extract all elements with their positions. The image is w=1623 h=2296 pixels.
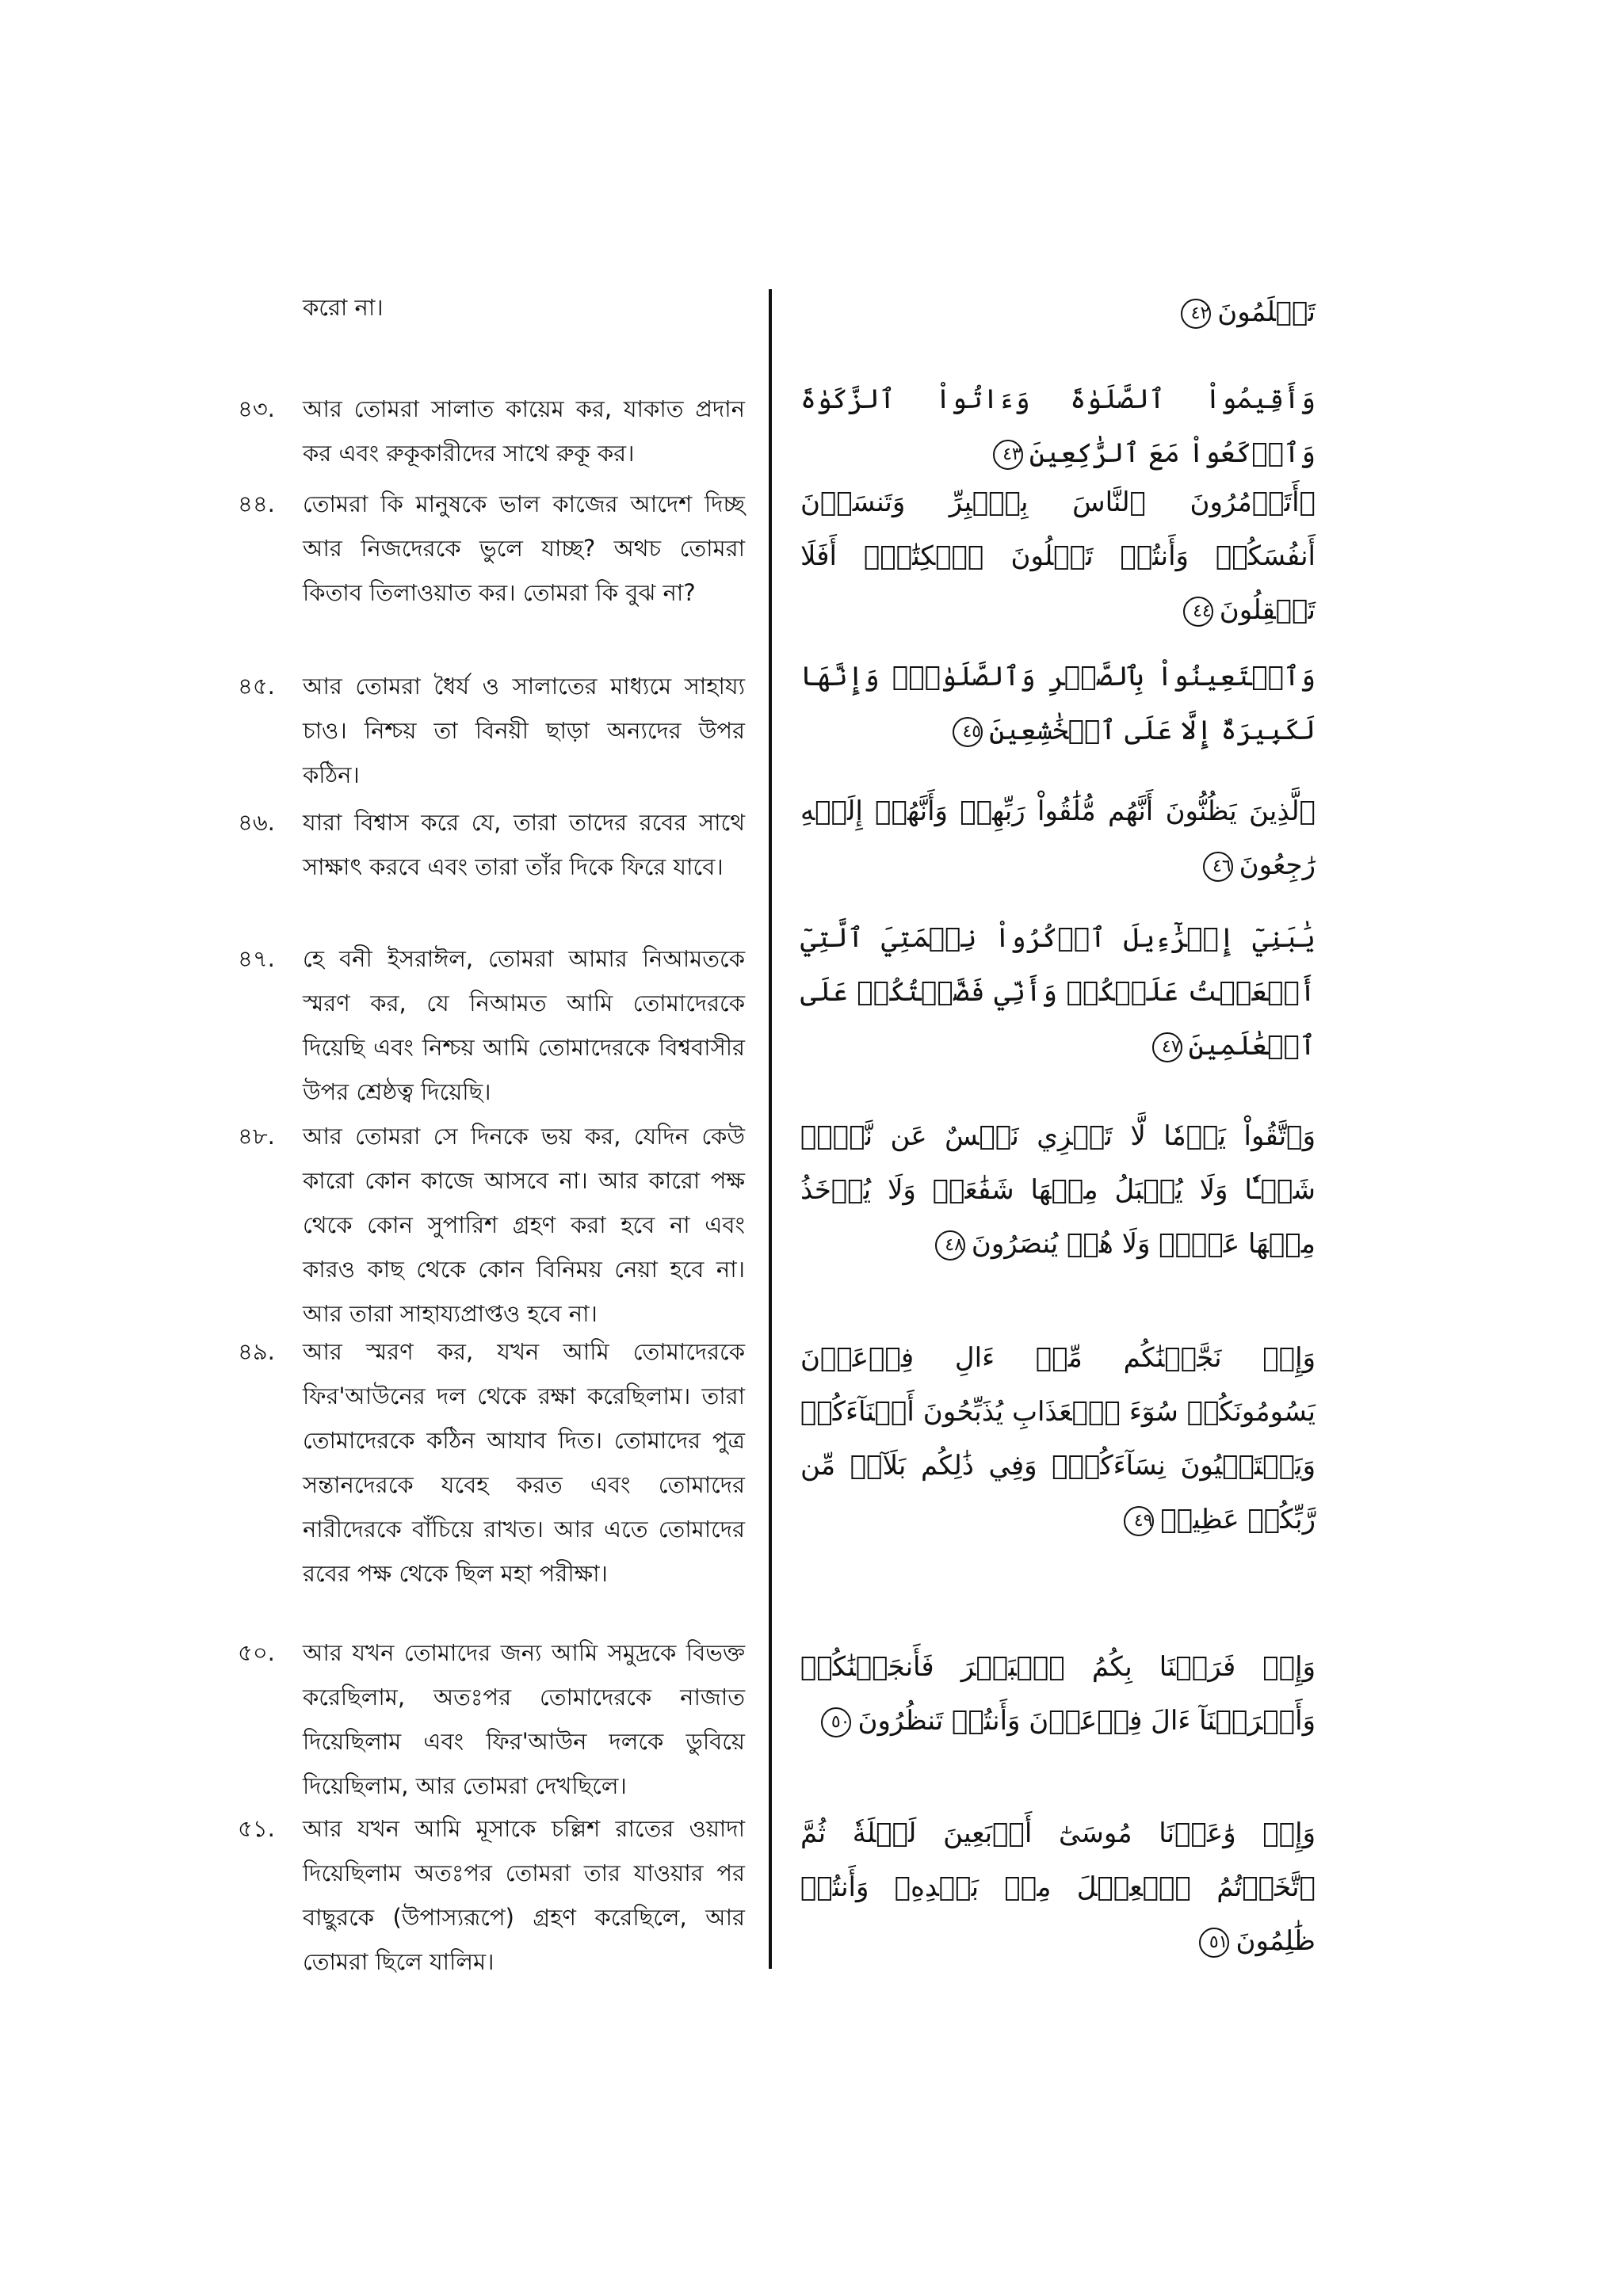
arabic-verse-48 bbox=[800, 1109, 1316, 1271]
ayah-end-marker: ٤٩ bbox=[1124, 1506, 1154, 1536]
arabic-verse-44 bbox=[800, 475, 1316, 637]
verse-number: ৫০. bbox=[238, 1639, 275, 1666]
arabic-verse-text: وَٱسۡتَعِينُواْ بِٱلصَّبۡرِ وَٱلصَّلَوٰةِۚ وَإِنَّهَا لَكَبِيرَةٌ إِلَّا عَلَى ٱلۡخَٰشِعِينَ bbox=[800, 661, 1316, 746]
verse-number: ৪৪. bbox=[238, 490, 275, 517]
ayah-end-marker: ٥١ bbox=[1199, 1928, 1229, 1958]
verse-number: ৪৬. bbox=[238, 809, 275, 836]
verse-text: তোমরা কি মানুষকে ভাল কাজের আদেশ দিচ্ছ আর নিজদেরকে ভুলে যাচ্ছ? অথচ তোমরা কিতাব তিলাওয়াত কর। তোমরা কি বুঝ না? bbox=[303, 490, 745, 606]
verse-number: ৫১. bbox=[238, 1815, 275, 1842]
column-divider bbox=[769, 289, 772, 1969]
arabic-verse-text: يَٰبَنِيٓ إِسۡرَٰٓءِيلَ ٱذۡكُرُواْ نِعۡمَتِيَ ٱلَّتِيٓ أَنۡعَمۡتُ عَلَيۡكُمۡ وَأَنِّي فَضَّلۡتُكُمۡ عَلَى ٱلۡعَٰلَمِينَ bbox=[800, 922, 1316, 1062]
verse-number: ৪৫. bbox=[238, 673, 275, 700]
arabic-verse-text: ۞أَتَأۡمُرُونَ ٱلنَّاسَ بِٱلۡبِرِّ وَتَنسَوۡنَ أَنفُسَكُمۡ وَأَنتُمۡ تَتۡلُونَ ٱلۡكِتَٰبَۚ أَفَلَا تَعۡقِلُونَ bbox=[800, 486, 1316, 626]
arabic-verse-45 bbox=[800, 650, 1316, 757]
arabic-verse-text: وَإِذۡ فَرَقۡنَا بِكُمُ ٱلۡبَحۡرَ فَأَنجَيۡنَٰكُمۡ وَأَغۡرَقۡنَآ ءَالَ فِرۡعَوۡنَ وَأَنتُمۡ تَنظُرُونَ bbox=[800, 1651, 1316, 1737]
arabic-verse-51 bbox=[800, 1806, 1316, 1968]
ayah-end-marker: ٤٧ bbox=[1152, 1032, 1182, 1062]
verse-text: আর তোমরা ধৈর্য ও সালাতের মাধ্যমে সাহায্য চাও। নিশ্চয় তা বিনয়ী ছাড়া অন্যদের উপর কঠিন। bbox=[303, 673, 745, 788]
arabic-verse-49 bbox=[800, 1331, 1316, 1547]
verse-text: আর তোমরা সে দিনকে ভয় কর, যেদিন কেউ কারো কোন কাজে আসবে না। আর কারো পক্ষ থেকে কোন সুপারিশ গ্রহণ করা হবে না এবং কারও কাছ থেকে কোন বিনিময় নেয়া হবে না। আর তারা সাহায্যপ্রাপ্তও হবে না। bbox=[303, 1123, 745, 1327]
ayah-end-marker: ٤٦ bbox=[1203, 852, 1233, 882]
verse-text: আর তোমরা সালাত কায়েম কর, যাকাত প্রদান কর এবং রুকূকারীদের সাথে রুকূ কর। bbox=[303, 395, 745, 467]
arabic-verse-text: وَٱتَّقُواْ يَوۡمٗا لَّا تَجۡزِي نَفۡسٌ عَن نَّفۡسٖ شَيۡـٔٗا وَلَا يُقۡبَلُ مِنۡهَا شَفَٰعَةٞ وَلَا يُؤۡخَذُ مِنۡهَا عَدۡلٞ وَلَا هُمۡ يُنصَرُونَ bbox=[800, 1120, 1316, 1260]
verse-text: আর স্মরণ কর, যখন আমি তোমাদেরকে ফির'আউনের দল থেকে রক্ষা করেছিলাম। তারা তোমাদেরকে কঠিন আযাব দিত। তোমাদের পুত্র সন্তানদেরকে যবেহ করত এবং তোমাদের নারীদেরকে বাঁচিয়ে রাখত। আর এতে তোমাদের রবের পক্ষ থেকে ছিল মহা পরীক্ষা। bbox=[303, 1338, 745, 1587]
ayah-end-marker: ٤٤ bbox=[1183, 597, 1213, 627]
verse-number: ৪৩. bbox=[238, 395, 275, 422]
arabic-verse-43 bbox=[800, 372, 1316, 480]
arabic-verse-47 bbox=[800, 911, 1316, 1073]
verse-text: যারা বিশ্বাস করে যে, তারা তাদের রবের সাথে সাক্ষাৎ করবে এবং তারা তাঁর দিকে ফিরে যাবে। bbox=[303, 809, 745, 880]
ayah-end-marker: ٤٣ bbox=[993, 440, 1023, 470]
arabic-verse-text: تَعۡلَمُونَ bbox=[1217, 296, 1316, 328]
bengali-intro-text: করো না। bbox=[303, 294, 384, 321]
arabic-verse-text: وَإِذۡ وَٰعَدۡنَا مُوسَىٰٓ أَرۡبَعِينَ لَيۡلَةٗ ثُمَّ ٱتَّخَذۡتُمُ ٱلۡعِجۡلَ مِنۢ بَعۡدِهِۦ وَأَنتُمۡ ظَٰلِمُونَ bbox=[800, 1817, 1316, 1957]
arabic-verse-text: وَأَقِيمُواْ ٱلصَّلَوٰةَ وَءَاتُواْ ٱلزَّكَوٰةَ وَٱرۡكَعُواْ مَعَ ٱلرَّٰكِعِينَ bbox=[800, 383, 1316, 469]
verse-number: ৪৮. bbox=[238, 1123, 275, 1150]
ayah-end-marker: ٤٥ bbox=[953, 717, 983, 747]
arabic-verse-text: ٱلَّذِينَ يَظُنُّونَ أَنَّهُم مُّلَٰقُواْ رَبِّهِمۡ وَأَنَّهُمۡ إِلَيۡهِ رَٰجِعُونَ bbox=[800, 795, 1316, 881]
arabic-verse-50 bbox=[800, 1640, 1316, 1748]
ayah-end-marker: ٤٢ bbox=[1181, 299, 1211, 329]
arabic-intro bbox=[800, 285, 1316, 339]
ayah-end-marker: ٥٠ bbox=[821, 1707, 851, 1737]
verse-text: হে বনী ইসরাঈল, তোমরা আমার নিআমতকে স্মরণ কর, যে নিআমত আমি তোমাদেরকে দিয়েছি এবং নিশ্চয় আমি তোমাদেরকে বিশ্ববাসীর উপর শ্রেষ্ঠত্ব দিয়েছি। bbox=[303, 945, 745, 1105]
verse-text: আর যখন আমি মূসাকে চল্লিশ রাতের ওয়াদা দিয়েছিলাম অতঃপর তোমরা তার যাওয়ার পর বাছুরকে (উপাস্যরূপে) গ্রহণ করেছিলে, আর তোমরা ছিলে যালিম। bbox=[303, 1815, 745, 1975]
verse-number: ৪৭. bbox=[238, 945, 275, 972]
arabic-verse-46 bbox=[800, 784, 1316, 892]
arabic-verse-text: وَإِذۡ نَجَّيۡنَٰكُم مِّنۡ ءَالِ فِرۡعَوۡنَ يَسُومُونَكُمۡ سُوٓءَ ٱلۡعَذَابِ يُذَبِّحُونَ أَبۡنَآءَكُمۡ وَيَسۡتَحۡيُونَ نِسَآءَكُمۡۚ وَفِي ذَٰلِكُم بَلَآءٞ مِّن رَّبِّكُمۡ عَظِيمٞ bbox=[800, 1342, 1316, 1535]
verse-number: ৪৯. bbox=[238, 1338, 275, 1365]
verse-text: আর যখন তোমাদের জন্য আমি সমুদ্রকে বিভক্ত করেছিলাম, অতঃপর তোমাদেরকে নাজাত দিয়েছিলাম এবং ফির'আউন দলকে ডুবিয়ে দিয়েছিলাম, আর তোমরা দেখছিলে। bbox=[303, 1639, 745, 1799]
ayah-end-marker: ٤٨ bbox=[935, 1230, 965, 1261]
